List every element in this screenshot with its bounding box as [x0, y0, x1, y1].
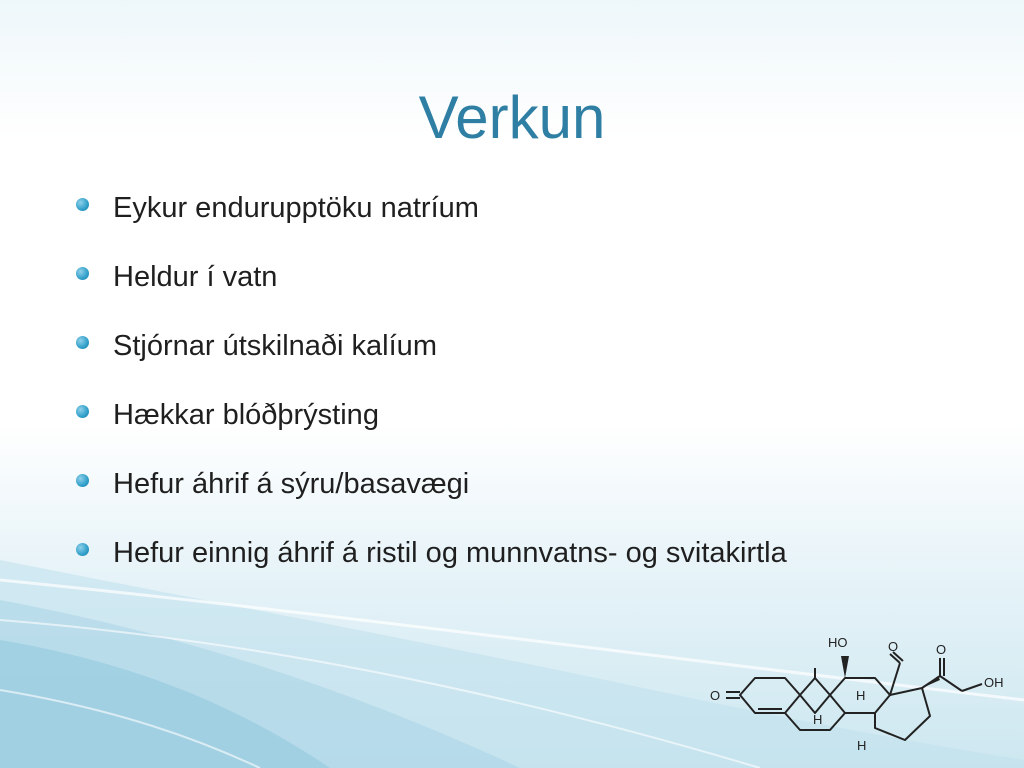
molecule-label-h2: H [813, 712, 823, 727]
molecule-label-o-side: O [936, 642, 947, 657]
bullet-icon [76, 336, 89, 349]
list-item [75, 321, 787, 390]
bullet-text: Hefur einnig áhrif á ristil og munnvatns- og svitakirtla [113, 537, 787, 569]
bullet-list [75, 183, 787, 597]
list-item [75, 459, 787, 528]
bullet-text: Eykur endurupptöku natríum [113, 192, 479, 224]
slide-title: Verkun [418, 84, 606, 151]
molecule-label-o-left: O [710, 688, 721, 703]
bullet-text: Hækkar blóðþrýsting [113, 399, 379, 431]
bullet-icon [76, 405, 89, 418]
molecule-label-oh: OH [984, 675, 1004, 690]
bullet-icon [76, 198, 89, 211]
list-item [75, 528, 787, 597]
list-item [75, 183, 787, 252]
molecule-label-o-ketone: O [888, 639, 899, 654]
bullet-icon [76, 267, 89, 280]
list-item [75, 390, 787, 459]
bullet-text: Stjórnar útskilnaði kalíum [113, 330, 437, 362]
bullet-icon [76, 543, 89, 556]
molecule-label-h3: H [857, 738, 867, 753]
molecule-label-h1: H [856, 688, 866, 703]
aldosterone-structure-image [700, 628, 1024, 768]
bullet-text: Heldur í vatn [113, 261, 278, 293]
bullet-text: Hefur áhrif á sýru/basavægi [113, 468, 470, 500]
bullet-icon [76, 474, 89, 487]
list-item [75, 252, 787, 321]
molecule-label-ho: HO [828, 635, 848, 650]
